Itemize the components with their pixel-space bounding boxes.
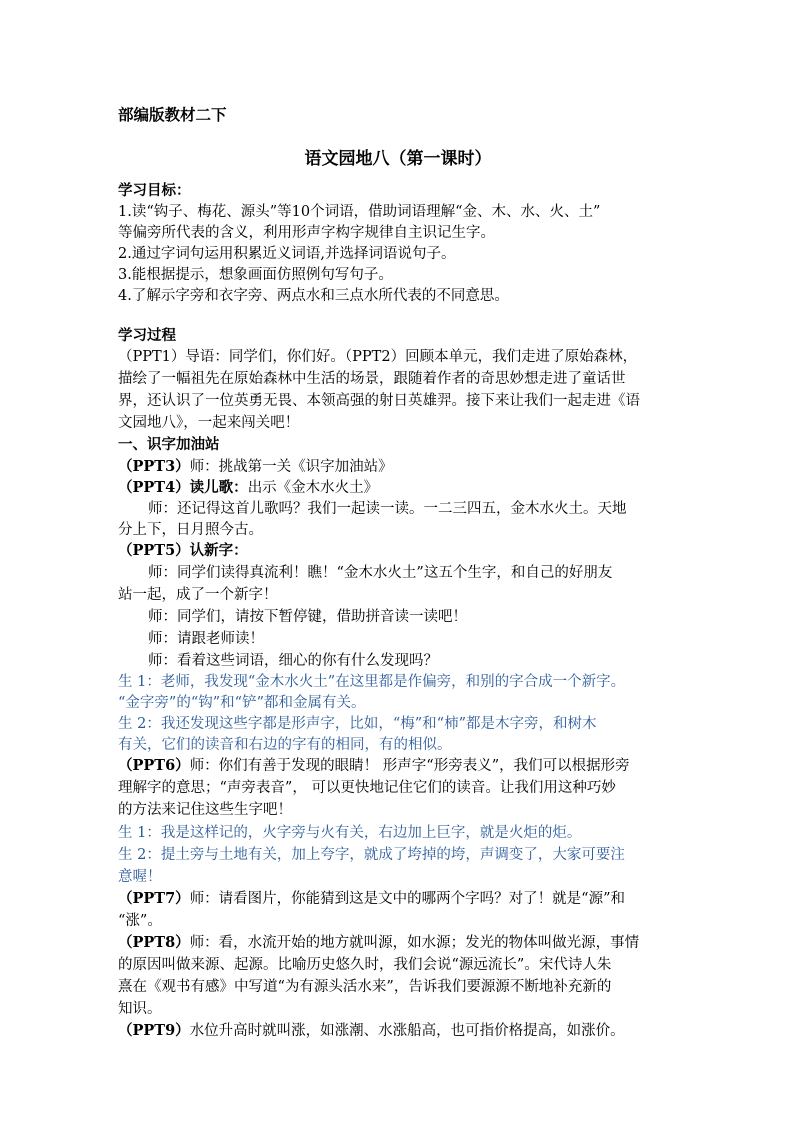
ppt7-text: 师：请看图片，你能猜到这是文中的哪两个字吗？对了！就是“源”和 xyxy=(189,891,626,907)
ppt8-cont: 知识。 xyxy=(118,1001,162,1017)
ppt6-text: 师：你们有善于发现的眼睛！ 形声字“形旁表义”，我们可以根据形旁 xyxy=(189,758,630,774)
ppt9-text: 水位升高时就叫涨，如涨潮、水涨船高，也可指价格提高，如涨价。 xyxy=(189,1023,625,1039)
student-line: 生 1：老师，我发现“金木水火土”在这里都是作偏旁，和别的字合成一个新字。 xyxy=(118,674,626,690)
intro-line: 文园地八》，一起来闯关吧！ xyxy=(118,415,300,431)
objective-line: 等偏旁所代表的含义，利用形声字构字规律自主识记生字。 xyxy=(118,225,495,241)
section-heading: 一、识字加油站 xyxy=(118,436,220,453)
ppt4-label: （PPT4）读儿歌： xyxy=(118,479,248,496)
ppt8-cont: 熹在《观书有感》中写道“为有源头活水来”，告诉我们要源源不断地补充新的 xyxy=(118,979,612,995)
objective-line: 1.读“钩子、梅花、源头”等10个词语，借助词语理解“金、木、水、火、土” xyxy=(118,204,601,220)
ppt6-label: （PPT6） xyxy=(118,757,190,774)
ppt6-line xyxy=(118,755,630,777)
ppt9-line xyxy=(118,1020,625,1042)
ppt8-label: （PPT8） xyxy=(118,934,190,951)
teacher-line: 师：请跟老师读！ xyxy=(148,631,264,647)
ppt3-line xyxy=(118,456,393,478)
ppt5-label: （PPT5）认新字： xyxy=(118,542,248,559)
teacher-line: 师：看着这些词语，细心的你有什么发现吗？ xyxy=(148,653,438,669)
ppt6-cont: 的方法来记住这些生字吧！ xyxy=(118,802,292,818)
intro-line: 界，还认识了一位英勇无畏、本领高强的射日英雄羿。接下来让我们一起走进《语 xyxy=(118,393,640,409)
ppt8-cont: 的原因叫做来源、起源。比喻历史悠久时，我们会说“源远流长”。宋代诗人朱 xyxy=(118,957,612,973)
student-line: “金字旁”的“钩”和“铲”都和金属有关。 xyxy=(118,695,366,711)
process-heading: 学习过程 xyxy=(118,327,176,344)
objective-line: 3.能根据提示，想象画面仿照例句写句子。 xyxy=(118,267,393,283)
student-line: 生 2：我还发现这些字都是形声字，比如，“梅”和“柿”都是木字旁，和树木 xyxy=(118,716,597,732)
teacher-line: 分上下，日月照今古。 xyxy=(118,522,263,538)
edition-label: 部编版教材二下 xyxy=(118,105,227,124)
teacher-line: 师：同学们，请按下暂停键，借助拼音读一读吧！ xyxy=(148,609,467,625)
intro-line: 描绘了一幅祖先在原始森林中生活的场景，跟随着作者的奇思妙想走进了童话世 xyxy=(118,371,626,387)
student-line: 生 1：我是这样记的，火字旁与火有关，右边加上巨字，就是火炬的炬。 xyxy=(118,825,582,841)
page-title: 语文园地八（第一课时） xyxy=(304,149,492,169)
ppt3-text: 师：挑战第一关《识字加油站》 xyxy=(189,459,393,475)
student-line: 意喔！ xyxy=(118,869,162,885)
intro-line: （PPT1）导语：同学们，你们好。（PPT2）回顾本单元，我们走进了原始森林， xyxy=(118,349,638,365)
objective-line: 4.了解示字旁和衣字旁、两点水和三点水所代表的不同意思。 xyxy=(118,288,509,304)
objectives-heading: 学习目标： xyxy=(118,182,191,199)
ppt7-cont: “涨”。 xyxy=(118,913,162,929)
student-line: 有关，它们的读音和右边的字有的相同，有的相似。 xyxy=(118,737,452,753)
ppt3-label: （PPT3） xyxy=(118,458,190,475)
ppt7-label: （PPT7） xyxy=(118,890,190,907)
teacher-line: 师：还记得这首儿歌吗？我们一起读一读。一二三四五，金木水火土。天地 xyxy=(148,501,627,517)
objective-line: 2.通过字词句运用积累近义词语,并选择词语说句子。 xyxy=(118,246,456,262)
ppt6-cont: 理解字的意思；“声旁表音”， 可以更快地记住它们的读音。让我们用这种巧妙 xyxy=(118,780,616,796)
teacher-line: 站一起，成了一个新字！ xyxy=(118,587,278,603)
student-line: 生 2：提土旁与土地有关，加上夸字，就成了垮掉的垮，声调变了，大家可要注 xyxy=(118,847,625,863)
ppt4-line xyxy=(118,477,378,499)
ppt7-line xyxy=(118,888,625,910)
teacher-line: 师：同学们读得真流利！瞧！“金木水火土”这五个生字，和自己的好朋友 xyxy=(148,565,613,581)
ppt4-text: 出示《金木水火土》 xyxy=(247,480,379,496)
ppt8-line xyxy=(118,932,639,954)
ppt8-text: 师：看，水流开始的地方就叫源，如水源；发光的物体叫做光源，事情 xyxy=(189,935,640,951)
ppt9-label: （PPT9） xyxy=(118,1022,190,1039)
